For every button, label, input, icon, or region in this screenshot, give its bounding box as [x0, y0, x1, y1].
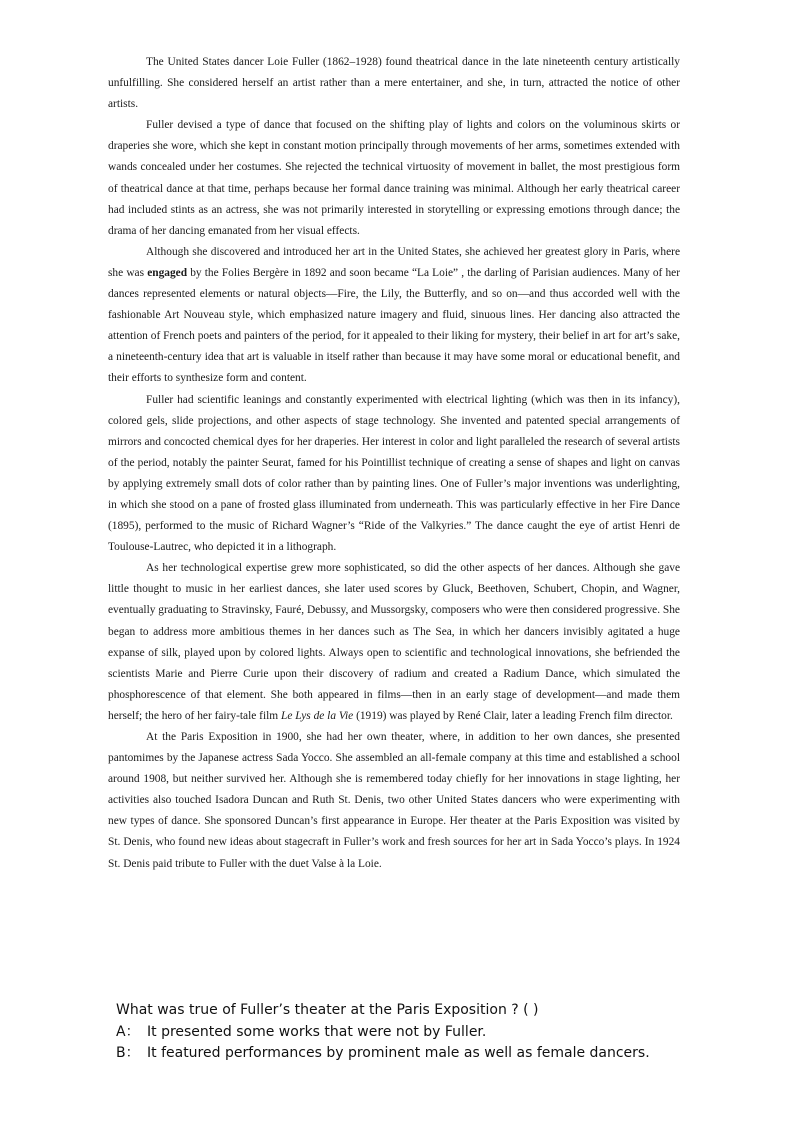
reading-passage	[108, 52, 680, 875]
passage-paragraph-6: At the Paris Exposition in 1900, she had her own theater, where, in addition to her own dances, she presented pantomimes by the Japanese actress Sada Yocco. She assembled an all-female company at this time and established a school around 1908, but neither survived her. Although she is remembered today chiefly for her innovations in stage lighting, her activities also touched Isadora Duncan and Ruth St. Denis, two other United States dancers who were experimenting with new types of dance. She sponsored Duncan’s first appearance in Europe. Her theater at the Paris Exposition was visited by St. Denis, who found new ideas about stagecraft in Fuller’s work and fresh sources for her art in Sada Yocco’s plays. In 1924 St. Denis paid tribute to Fuller with the duet Valse à la Loie.	[108, 731, 680, 870]
passage-paragraph-1: The United States dancer Loie Fuller (1862–1928) found theatrical dance in the late nineteenth century artistically unfulfilling. She considered herself an artist rather than a mere entertainer, and she, in turn, attracted the notice of other artists.	[108, 56, 680, 111]
question-block	[116, 1000, 776, 1065]
paragraph-5-text-start: As her technological expertise grew more sophisticated, so did the other aspects of her dances. Although she gave little thought to music in her earliest dances, she later used scores by Gluck, Beethoven, Schubert, Chopin, and Wagner, eventually graduating to Stravinsky, Fauré, Debussy, and Mussorgsky, composers who were then considered progressive. She began to address more ambitious themes in her dances such as The Sea, in which her dancers invisibly agitated a huge expanse of silk, played upon by colored lights. Always open to scientific and technological innovations, she befriended the scientists Marie and Pierre Curie upon their discovery of radium and created a Radium Dance, which simulated the phosphorescence of that element. She both appeared in films—then in an early stage of development—and made them herself; the hero of her fairy-tale film	[108, 562, 680, 722]
question-stem: What was true of Fuller’s theater at the Paris Exposition ? ( )	[116, 1002, 539, 1018]
option-b-text: It featured performances by prominent male as well as female dancers.	[147, 1045, 650, 1061]
answer-option-a[interactable]	[116, 1022, 776, 1044]
passage-paragraph-4: Fuller had scientific leanings and constantly experimented with electrical lighting (which was then in its infancy), colored gels, slide projections, and other aspects of stage technology. She invented and patented special arrangements of mirrors and concocted chemical dyes for her draperies. Her interest in color and light paralleled the research of several artists of the period, notably the painter Seurat, famed for his Pointillist technique of creating a sense of shapes and light on canvas by applying extremely small dots of color rather than by painting lines. One of Fuller’s major inventions was underlighting, in which she stood on a pane of frosted glass illuminated from underneath. This was particularly effective in her Fire Dance (1895), performed to the music of Richard Wagner’s “Ride of the Valkyries.” The dance caught the eye of artist Henri de Toulouse-Lautrec, who depicted it in a lithograph.	[108, 393, 680, 554]
passage-paragraph-2: Fuller devised a type of dance that focused on the shifting play of lights and colors on the voluminous skirts or draperies she wore, which she kept in constant motion principally through movements of her arms, sometimes extended with wands concealed under her costumes. She rejected the technical virtuosity of movement in ballet, the most prestigious form of theatrical dance at that time, perhaps because her formal dance training was minimal. Although her early theatrical career had included stints as an actress, she was not primarily interested in storytelling or expressing emotions through dance; the drama of her dancing emanated from her visual effects.	[108, 119, 680, 237]
option-a-text: It presented some works that were not by Fuller.	[147, 1023, 487, 1040]
option-b-letter: B：	[116, 1045, 140, 1061]
answer-option-b[interactable]	[116, 1043, 776, 1065]
paragraph-5-text-end: (1919) was played by René Clair, later a leading French film director.	[353, 709, 673, 722]
paragraph-3-text-start: Although she discovered and introduced her art in the United States, she achieved her greatest glory in Paris, where she was	[108, 245, 680, 279]
passage-paragraph-3	[108, 242, 680, 390]
paragraph-3-text-end: by the Folies Bergère in 1892 and soon became “La Loie” , the darling of Parisian audiences. Many of her dances represented elements or natural objects—Fire, the Lily, the Butterfly, and so on—and thus accorded well with the fashionable Art Nouveau style, which emphasized nature imagery and fluid, sinuous lines. Her dancing also attracted the attention of French poets and painters of the period, for it appealed to their liking for mystery, their belief in art for art’s sake, a nineteenth-century idea that art is valuable in itself rather than because it may have some moral or educational benefit, and their efforts to synthesize form and content.	[108, 266, 681, 385]
engaged-bold-word: engaged	[147, 266, 188, 279]
film-title-italic: Le Lys de la Vie	[281, 709, 354, 722]
passage-paragraph-5	[108, 558, 680, 727]
option-a-letter: A：	[116, 1023, 140, 1040]
